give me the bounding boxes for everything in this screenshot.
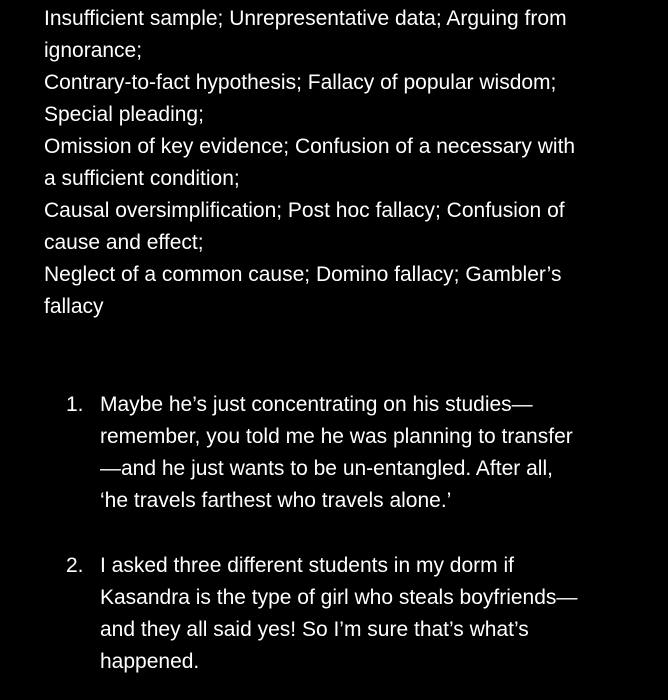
fallacy-line: Omission of key evidence; Confusion of a necessary with [44,135,576,158]
question-line: and they all said yes! So I’m sure that’s what’s [100,618,529,641]
question-number: 1. [66,393,84,416]
fallacy-line: a sufficient condition; [44,167,240,190]
question-line: —and he just wants to be un-entangled. After all, [100,457,553,480]
question-line: Maybe he’s just concentrating on his studies— [100,393,533,416]
fallacy-line: fallacy [44,295,104,318]
question-line: Kasandra is the type of girl who steals boyfriends— [100,586,578,609]
fallacy-line: Special pleading; [44,103,204,126]
question-text [100,550,660,678]
question-line: I asked three different students in my dorm if [100,554,514,577]
question-text [100,389,660,517]
question-list [0,389,668,678]
fallacy-line: cause and effect; [44,231,204,254]
fallacy-line: Causal oversimplification; Post hoc fallacy; Confusion of [44,199,565,222]
question-number: 2. [66,554,84,577]
fallacy-line: Contrary-to-fact hypothesis; Fallacy of popular wisdom; [44,71,557,94]
question-item-1 [0,389,668,517]
fallacy-line: Insufficient sample; Unrepresentative data; Arguing from [44,7,567,30]
question-line: remember, you told me he was planning to transfer [100,425,573,448]
question-line: happened. [100,650,200,673]
fallacy-line: ignorance; [44,39,143,62]
question-item-2 [0,550,668,678]
fallacy-list [44,3,644,323]
fallacy-line: Neglect of a common cause; Domino fallacy; Gambler’s [44,263,562,286]
question-line: ‘he travels farthest who travels alone.’ [100,489,452,512]
